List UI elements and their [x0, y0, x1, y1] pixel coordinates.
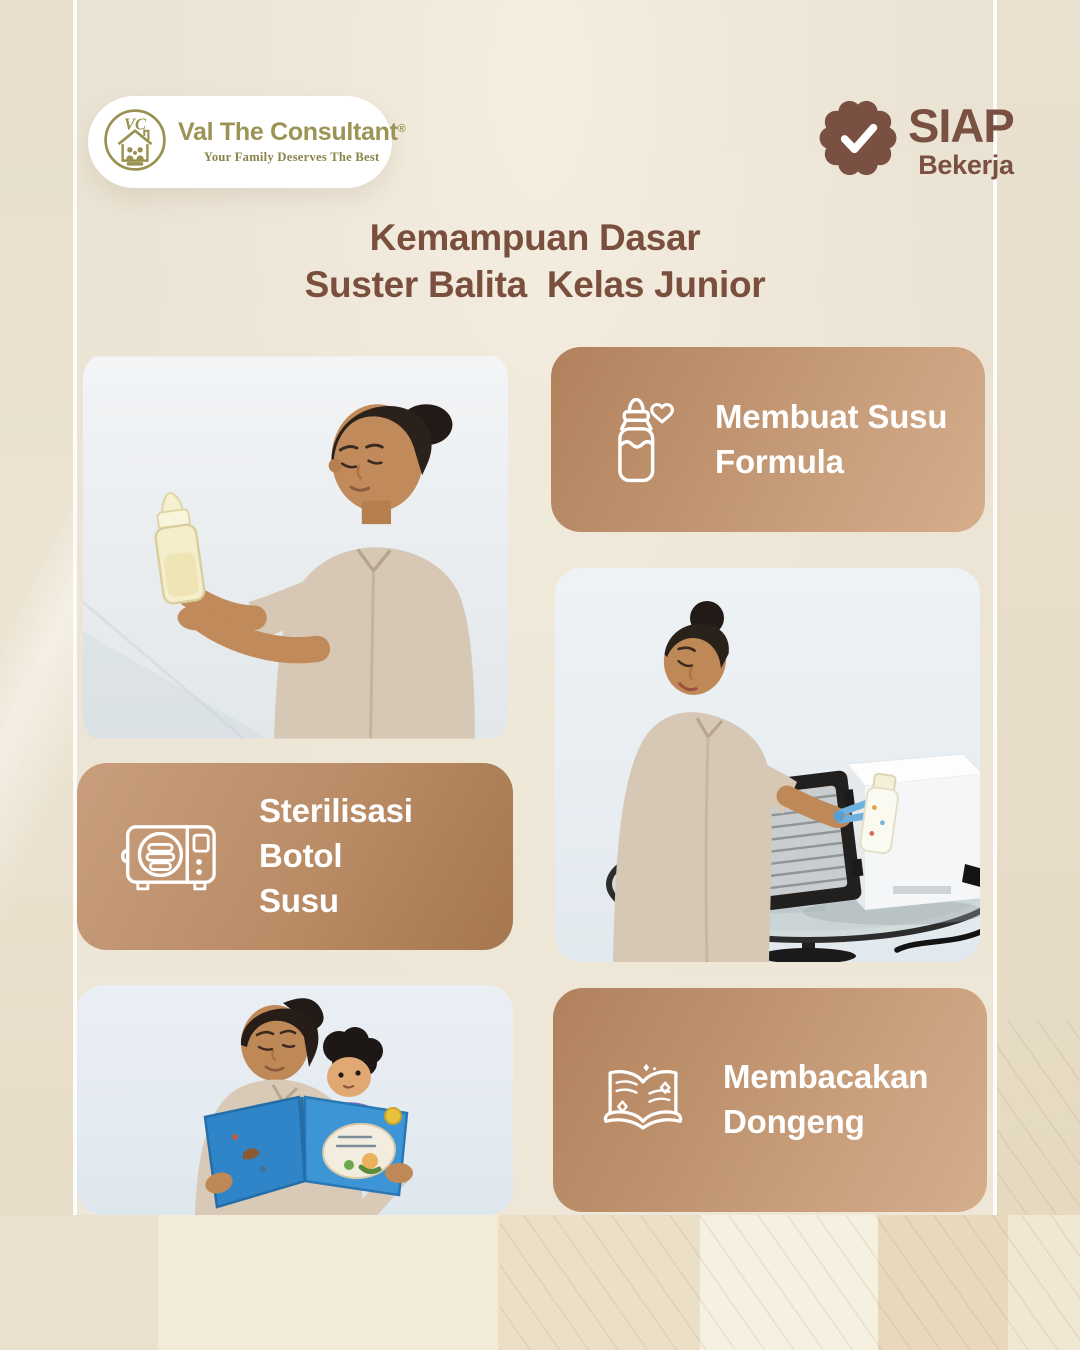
brand-name: Val The Consultant®	[178, 118, 406, 147]
siap-bekerja-badge	[818, 98, 1014, 183]
baby-bottle-heart-icon	[595, 392, 681, 488]
photo-membacakan-dongeng	[77, 985, 513, 1215]
registered-mark: ®	[397, 123, 406, 136]
title-line-2: Suster Balita Kelas Junior	[304, 264, 766, 306]
card-label: Sterilisasi Botol Susu	[259, 792, 413, 919]
check-seal-icon	[818, 98, 898, 183]
card-label: Membuat Susu Formula	[715, 397, 948, 480]
background-diagonal-texture-right	[997, 1020, 1080, 1215]
brand-logo	[88, 96, 406, 188]
card-label: Membacakan Dongeng	[723, 1058, 929, 1140]
bottle-sterilizer-icon	[121, 815, 225, 899]
page-title	[80, 214, 990, 309]
photo-membuat-susu	[83, 352, 508, 743]
card-membuat-susu-formula	[551, 347, 985, 532]
badge-word-bottom: Bekerja	[918, 150, 1014, 180]
brand-tagline: Your Family Deserves The Best	[203, 150, 380, 165]
card-membacakan-dongeng	[553, 988, 987, 1212]
title-line-1: Kemampuan Dasar	[369, 217, 701, 258]
background-diagonal-texture	[500, 1215, 1080, 1350]
badge-word-top: SIAP	[908, 99, 1014, 152]
background-left-strip	[0, 0, 73, 1350]
val-the-consultant-logo-icon	[102, 107, 168, 178]
storybook-sparkles-icon	[597, 1060, 689, 1140]
svg-text:VC: VC	[123, 114, 147, 134]
card-sterilisasi-botol-susu	[77, 763, 513, 950]
photo-sterilisasi	[555, 568, 980, 962]
